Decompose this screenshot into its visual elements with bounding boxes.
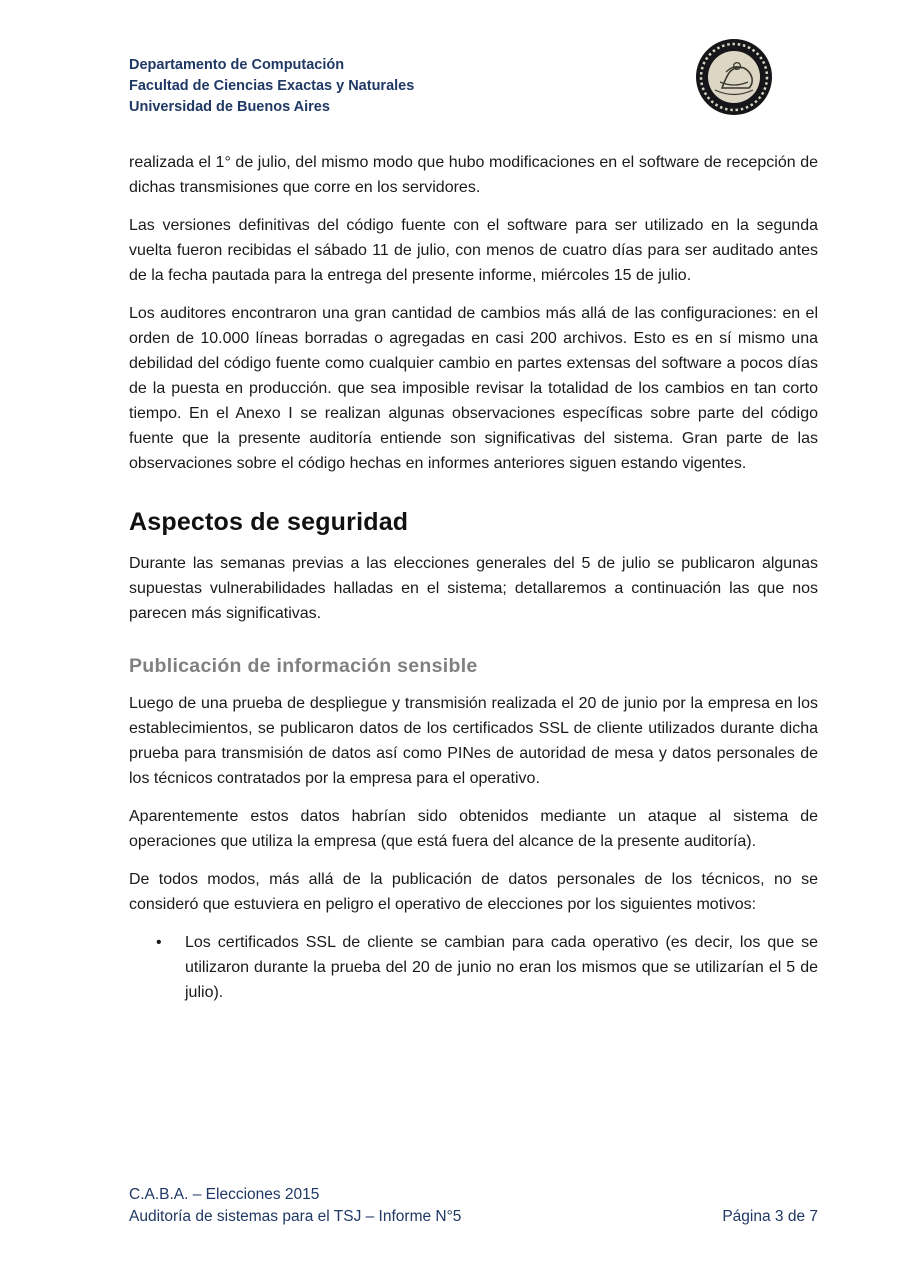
- paragraph: Los auditores encontraron una gran cantidad de cambios más allá de las configuraciones: en el orden de 10.000 líneas borradas o agregadas en casi 200 archivos. Esto es en sí mismo una debilidad del código fuente como cualquier cambio en partes extensas del software a pocos días de la puesta en producción. que sea imposible revisar la totalidad de los cambios en tan corto tiempo. En el Anexo I se realizan algunas observaciones específicas sobre parte del código fuente que la presente auditoría entiende son significativas del sistema. Gran parte de las observaciones sobre el código hechas en informes anteriores siguen estando vigentes.: [129, 305, 818, 472]
- content-area: [129, 0, 818, 1018]
- paragraph: realizada el 1° de julio, del mismo modo que hubo modificaciones en el software de recepción de dichas transmisiones que corre en los servidores.: [129, 154, 818, 196]
- bullet-item: • Los certificados SSL de cliente se cambian para cada operativo (es decir, los que se utilizaron durante la prueba del 20 de junio no eran los mismos que se utilizarían el 5 de julio).: [129, 930, 818, 1005]
- document-footer: [129, 1184, 818, 1228]
- paragraph: De todos modos, más allá de la publicación de datos personales de los técnicos, no se consideró que estuviera en peligro el operativo de elecciones por los siguientes motivos:: [129, 871, 818, 913]
- document-header: [129, 0, 818, 118]
- paragraph: Aparentemente estos datos habrían sido obtenidos mediante un ataque al sistema de operaciones que utiliza la empresa (que está fuera del alcance de la presente auditoría).: [129, 808, 818, 850]
- footer-page-number: Página 3 de 7: [722, 1208, 818, 1225]
- header-department: Departamento de Computación: [129, 57, 345, 73]
- footer-line-2: [129, 1206, 818, 1228]
- header-faculty: Facultad de Ciencias Exactas y Naturales: [129, 78, 415, 94]
- subsection-heading-publicacion-informacion-sensible: Publicación de información sensible: [129, 655, 478, 677]
- paragraph: Las versiones definitivas del código fuente con el software para ser utilizado en la segunda vuelta fueron recibidas el sábado 11 de julio, con menos de cuatro días para ser auditado antes de la fecha pautada para la entrega del presente informe, miércoles 15 de julio.: [129, 217, 818, 284]
- header-university: Universidad de Buenos Aires: [129, 99, 330, 115]
- section-heading-aspectos-de-seguridad: Aspectos de seguridad: [129, 508, 409, 536]
- paragraph: Durante las semanas previas a las elecciones generales del 5 de julio se publicaron algunas supuestas vulnerabilidades halladas en el sistema; detallaremos a continuación las que nos parecen más significativas.: [129, 555, 818, 622]
- paragraph: Luego de una prueba de despliegue y transmisión realizada el 20 de junio por la empresa en los establecimientos, se publicaron datos de los certificados SSL de cliente utilizados durante dicha prueba para transmisión de datos así como PINes de autoridad de mesa y datos personales de los técnicos contratados por la empresa para el operativo.: [129, 695, 818, 787]
- university-seal-icon: [695, 38, 773, 116]
- bullet-list: [129, 930, 818, 1005]
- document-body: [129, 150, 818, 1005]
- footer-report-title: Auditoría de sistemas para el TSJ – Informe N°5: [129, 1208, 462, 1225]
- footer-line-1: C.A.B.A. – Elecciones 2015: [129, 1186, 320, 1203]
